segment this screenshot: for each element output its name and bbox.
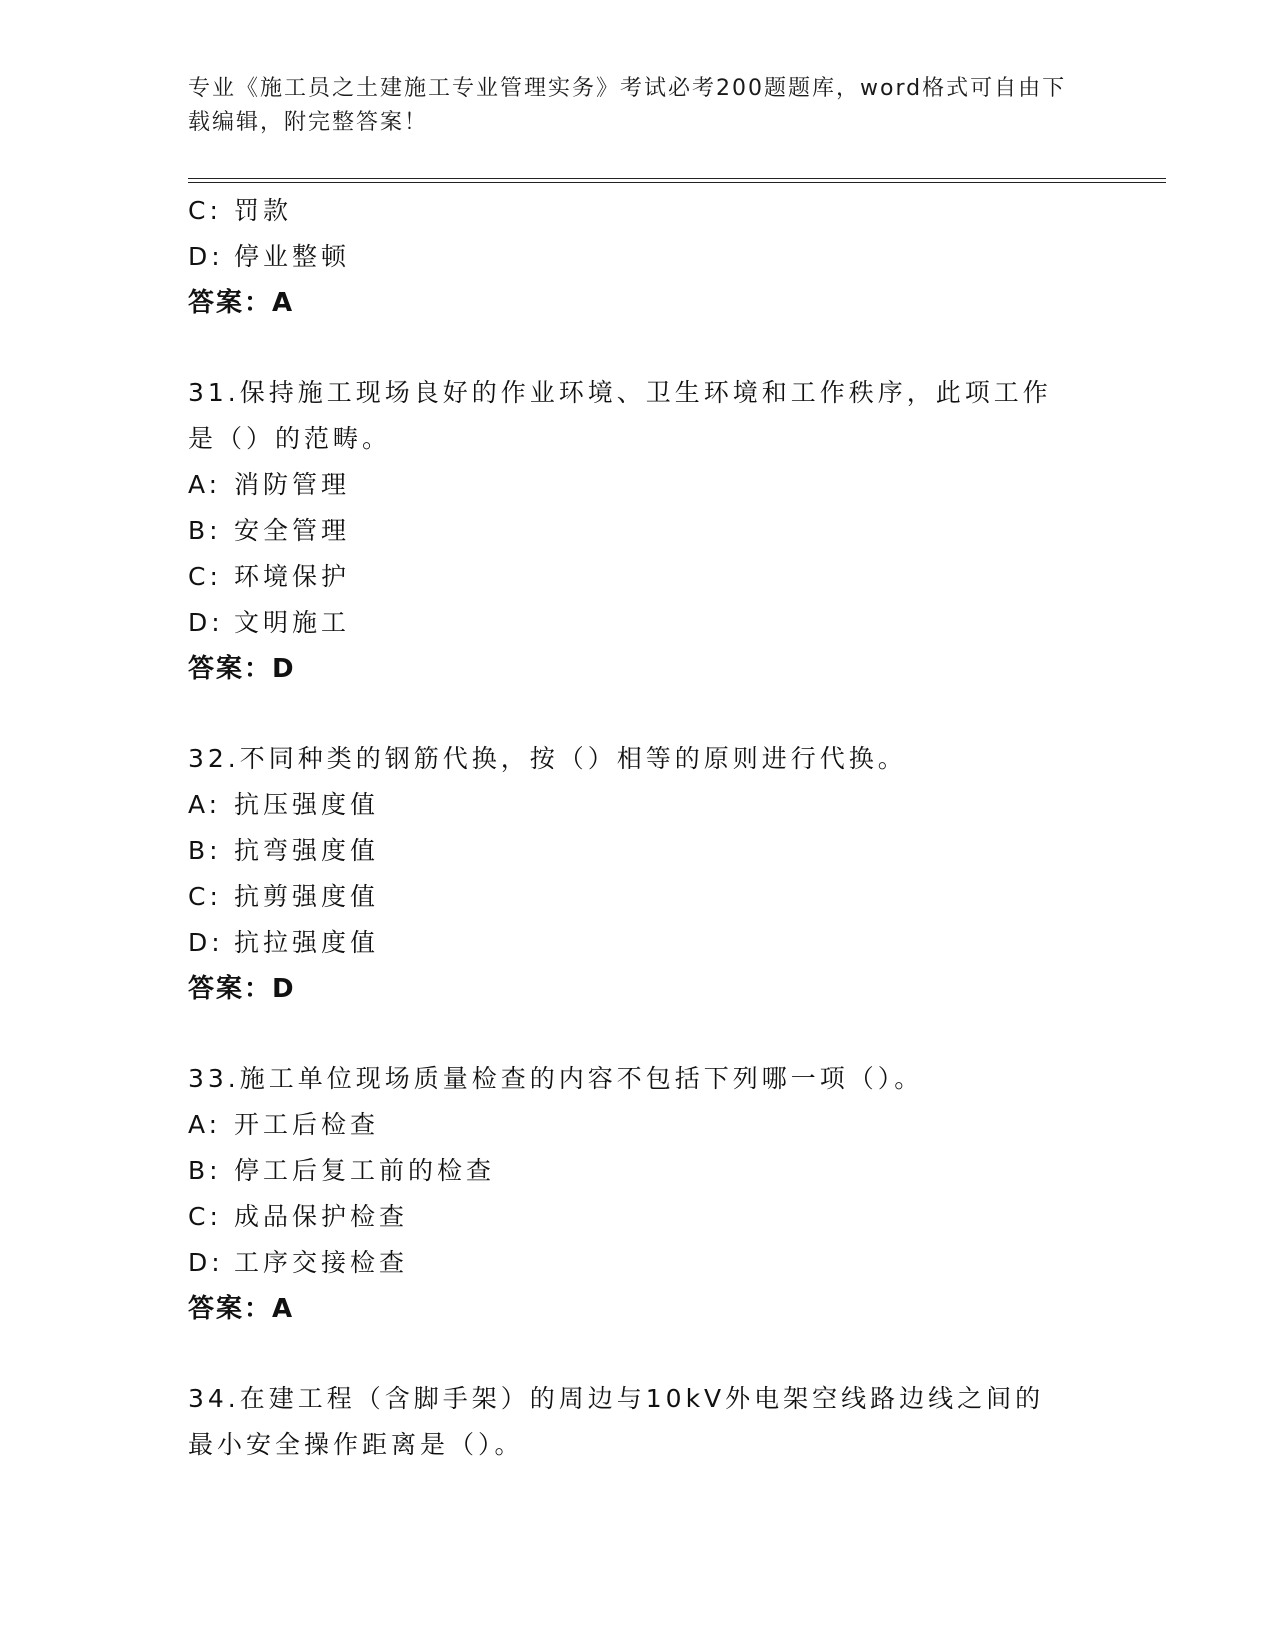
- question-text: 34.在建工程（含脚手架）的周边与10kV外电架空线路边线之间的最小安全操作距离是（）。: [188, 1384, 1045, 1459]
- option-d: D: 文明施工: [188, 608, 351, 637]
- option-a: A: 抗压强度值: [188, 790, 380, 819]
- answer-line: 答案：A: [188, 1294, 295, 1324]
- option-c: C: 环境保护: [188, 562, 351, 591]
- question-34: [188, 1376, 1088, 1468]
- answer-line: 答案：D: [188, 974, 296, 1004]
- answer-line: 答案：A: [188, 288, 295, 318]
- option-d: D: 抗拉强度值: [188, 928, 380, 957]
- option-d: D: 工序交接检查: [188, 1248, 409, 1277]
- option-d: D: 停业整顿: [188, 242, 351, 271]
- document-header-text: 专业《施工员之土建施工专业管理实务》考试必考200题题库，word格式可自由下载编辑，附完整答案！: [188, 76, 1067, 135]
- option-b: B: 安全管理: [188, 516, 351, 545]
- option-c: C: 罚款: [188, 196, 293, 225]
- question-text: 33.施工单位现场质量检查的内容不包括下列哪一项（）。: [188, 1064, 924, 1093]
- question-33: [188, 1056, 1088, 1332]
- question-list: [188, 188, 1088, 1468]
- question-32: [188, 736, 1088, 1012]
- prev-question: [188, 188, 1088, 326]
- option-a: A: 开工后检查: [188, 1110, 380, 1139]
- document-header: [188, 72, 1078, 140]
- option-a: A: 消防管理: [188, 470, 351, 499]
- answer-line: 答案：D: [188, 654, 296, 684]
- header-divider: [188, 178, 1166, 183]
- option-b: B: 停工后复工前的检查: [188, 1156, 496, 1185]
- option-c: C: 抗剪强度值: [188, 882, 380, 911]
- option-c: C: 成品保护检查: [188, 1202, 409, 1231]
- option-b: B: 抗弯强度值: [188, 836, 380, 865]
- question-text: 32.不同种类的钢筋代换，按（）相等的原则进行代换。: [188, 744, 907, 773]
- question-31: [188, 370, 1088, 692]
- question-text: 31.保持施工现场良好的作业环境、卫生环境和工作秩序，此项工作是（）的范畴。: [188, 378, 1052, 453]
